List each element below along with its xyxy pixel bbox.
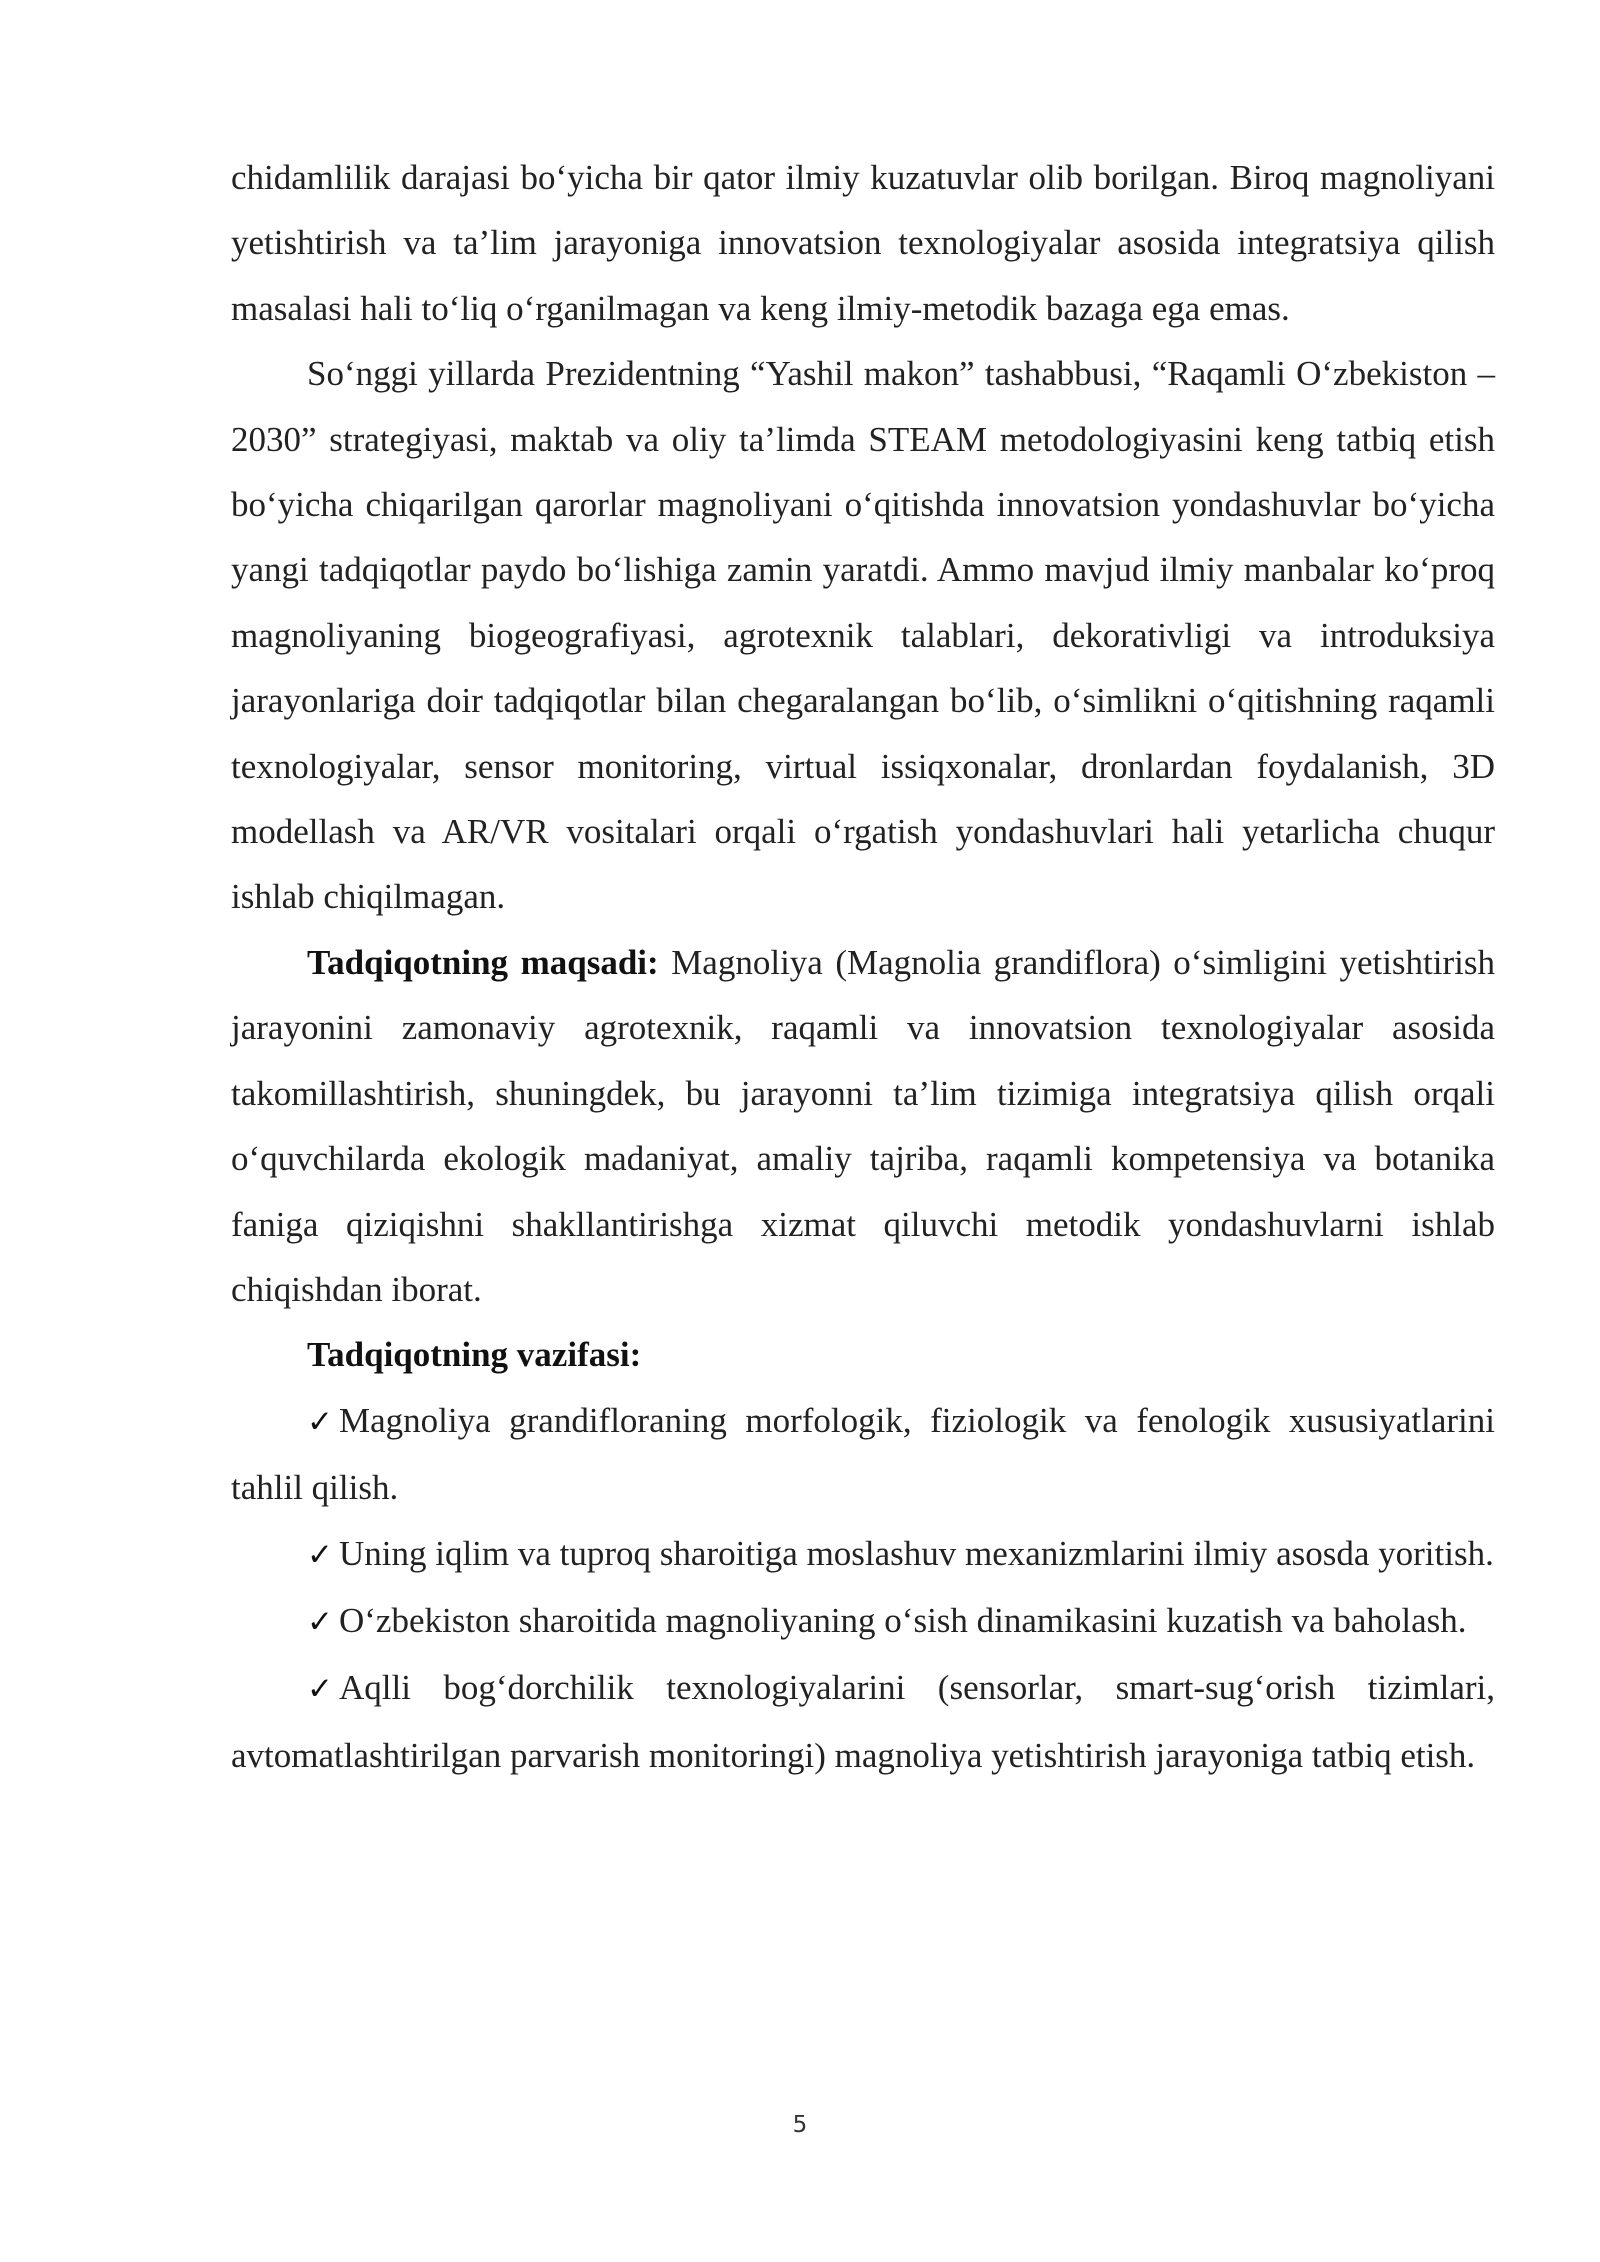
page-number: 5 bbox=[792, 2112, 808, 2138]
task-item-text: O‘zbekiston sharoitida magnoliyaning o‘sish dinamikasini kuzatish va baholash. bbox=[338, 1600, 1467, 1640]
paragraph-research-goal bbox=[231, 930, 1495, 1322]
paragraph-intro-continuation: chidamlilik darajasi bo‘yicha bir qator ilmiy kuzatuvlar olib borilgan. Biroq magnoliyani yetishtirish va ta’lim jarayoniga innovatsion texnologiyalar asosida integratsiya qilish masalasi hali to‘liq o‘rganilmagan va keng ilmiy-metodik bazaga ega emas. bbox=[231, 158, 1495, 328]
checkmark-icon: ✓ bbox=[307, 1403, 333, 1440]
task-item-3 bbox=[231, 1588, 1495, 1655]
research-tasks-heading: Tadqiqotning vazifasi: bbox=[307, 1335, 642, 1375]
research-goal-text: Magnoliya (Magnolia grandiflora) o‘simligini yetishtirish jarayonini zamonaviy agrotexnik, raqamli va innovatsion texnologiyalar asosida takomillashtirish, shuningdek, bu jarayonni ta’lim tizimiga integratsiya qilish orqali o‘quvchilarda ekologik madaniyat, amaliy tajriba, raqamli kompetensiya va botanika faniga qiziqishni shakllantirishga xizmat qiluvchi metodik yondashuvlarni ishlab chiqishdan iborat. bbox=[231, 942, 1495, 1309]
task-item-4 bbox=[231, 1655, 1495, 1788]
task-item-1 bbox=[231, 1388, 1495, 1521]
checkmark-icon: ✓ bbox=[307, 1603, 333, 1640]
task-item-text: Aqlli bog‘dorchilik texnologiyalarini (sensorlar, smart-sug‘orish tizimlari, avtomatlashtirilgan parvarish monitoringi) magnoliya yetishtirish jarayoniga tatbiq etish. bbox=[231, 1668, 1495, 1775]
paragraph-context: So‘nggi yillarda Prezidentning “Yashil makon” tashabbusi, “Raqamli O‘zbekiston – 2030” strategiyasi, maktab va oliy ta’limda STEAM metodologiyasini keng tatbiq etish bo‘yicha chiqarilgan qarorlar magnoliyani o‘qitishda innovatsion yondashuvlar bo‘yicha yangi tadqiqotlar paydo bo‘lishiga zamin yaratdi. Ammo mavjud ilmiy manbalar ko‘proq magnoliyaning biogeografiyasi, agrotexnik talablari, dekorativligi va introduksiya jarayonlariga doir tadqiqotlar bilan chegaralangan bo‘lib, o‘simlikni o‘qitishning raqamli texnologiyalar, sensor monitoring, virtual issiqxonalar, dronlardan foydalanish, 3D modellash va AR/VR vositalari orqali o‘rgatish yondashuvlari hali yetarlicha chuqur ishlab chiqilmagan. bbox=[231, 354, 1495, 917]
research-goal-label: Tadqiqotning maqsadi: bbox=[307, 942, 659, 982]
task-item-text: Uning iqlim va tuproq sharoitiga moslashuv mexanizmlarini ilmiy asosda yoritish. bbox=[338, 1533, 1494, 1573]
task-item-2 bbox=[231, 1521, 1495, 1588]
document-body bbox=[231, 145, 1495, 1788]
checkmark-icon: ✓ bbox=[307, 1536, 333, 1573]
task-item-text: Magnoliya grandifloraning morfologik, fiziologik va fenologik xususiyatlarini tahlil qilish. bbox=[231, 1400, 1495, 1508]
checkmark-icon: ✓ bbox=[307, 1671, 333, 1708]
